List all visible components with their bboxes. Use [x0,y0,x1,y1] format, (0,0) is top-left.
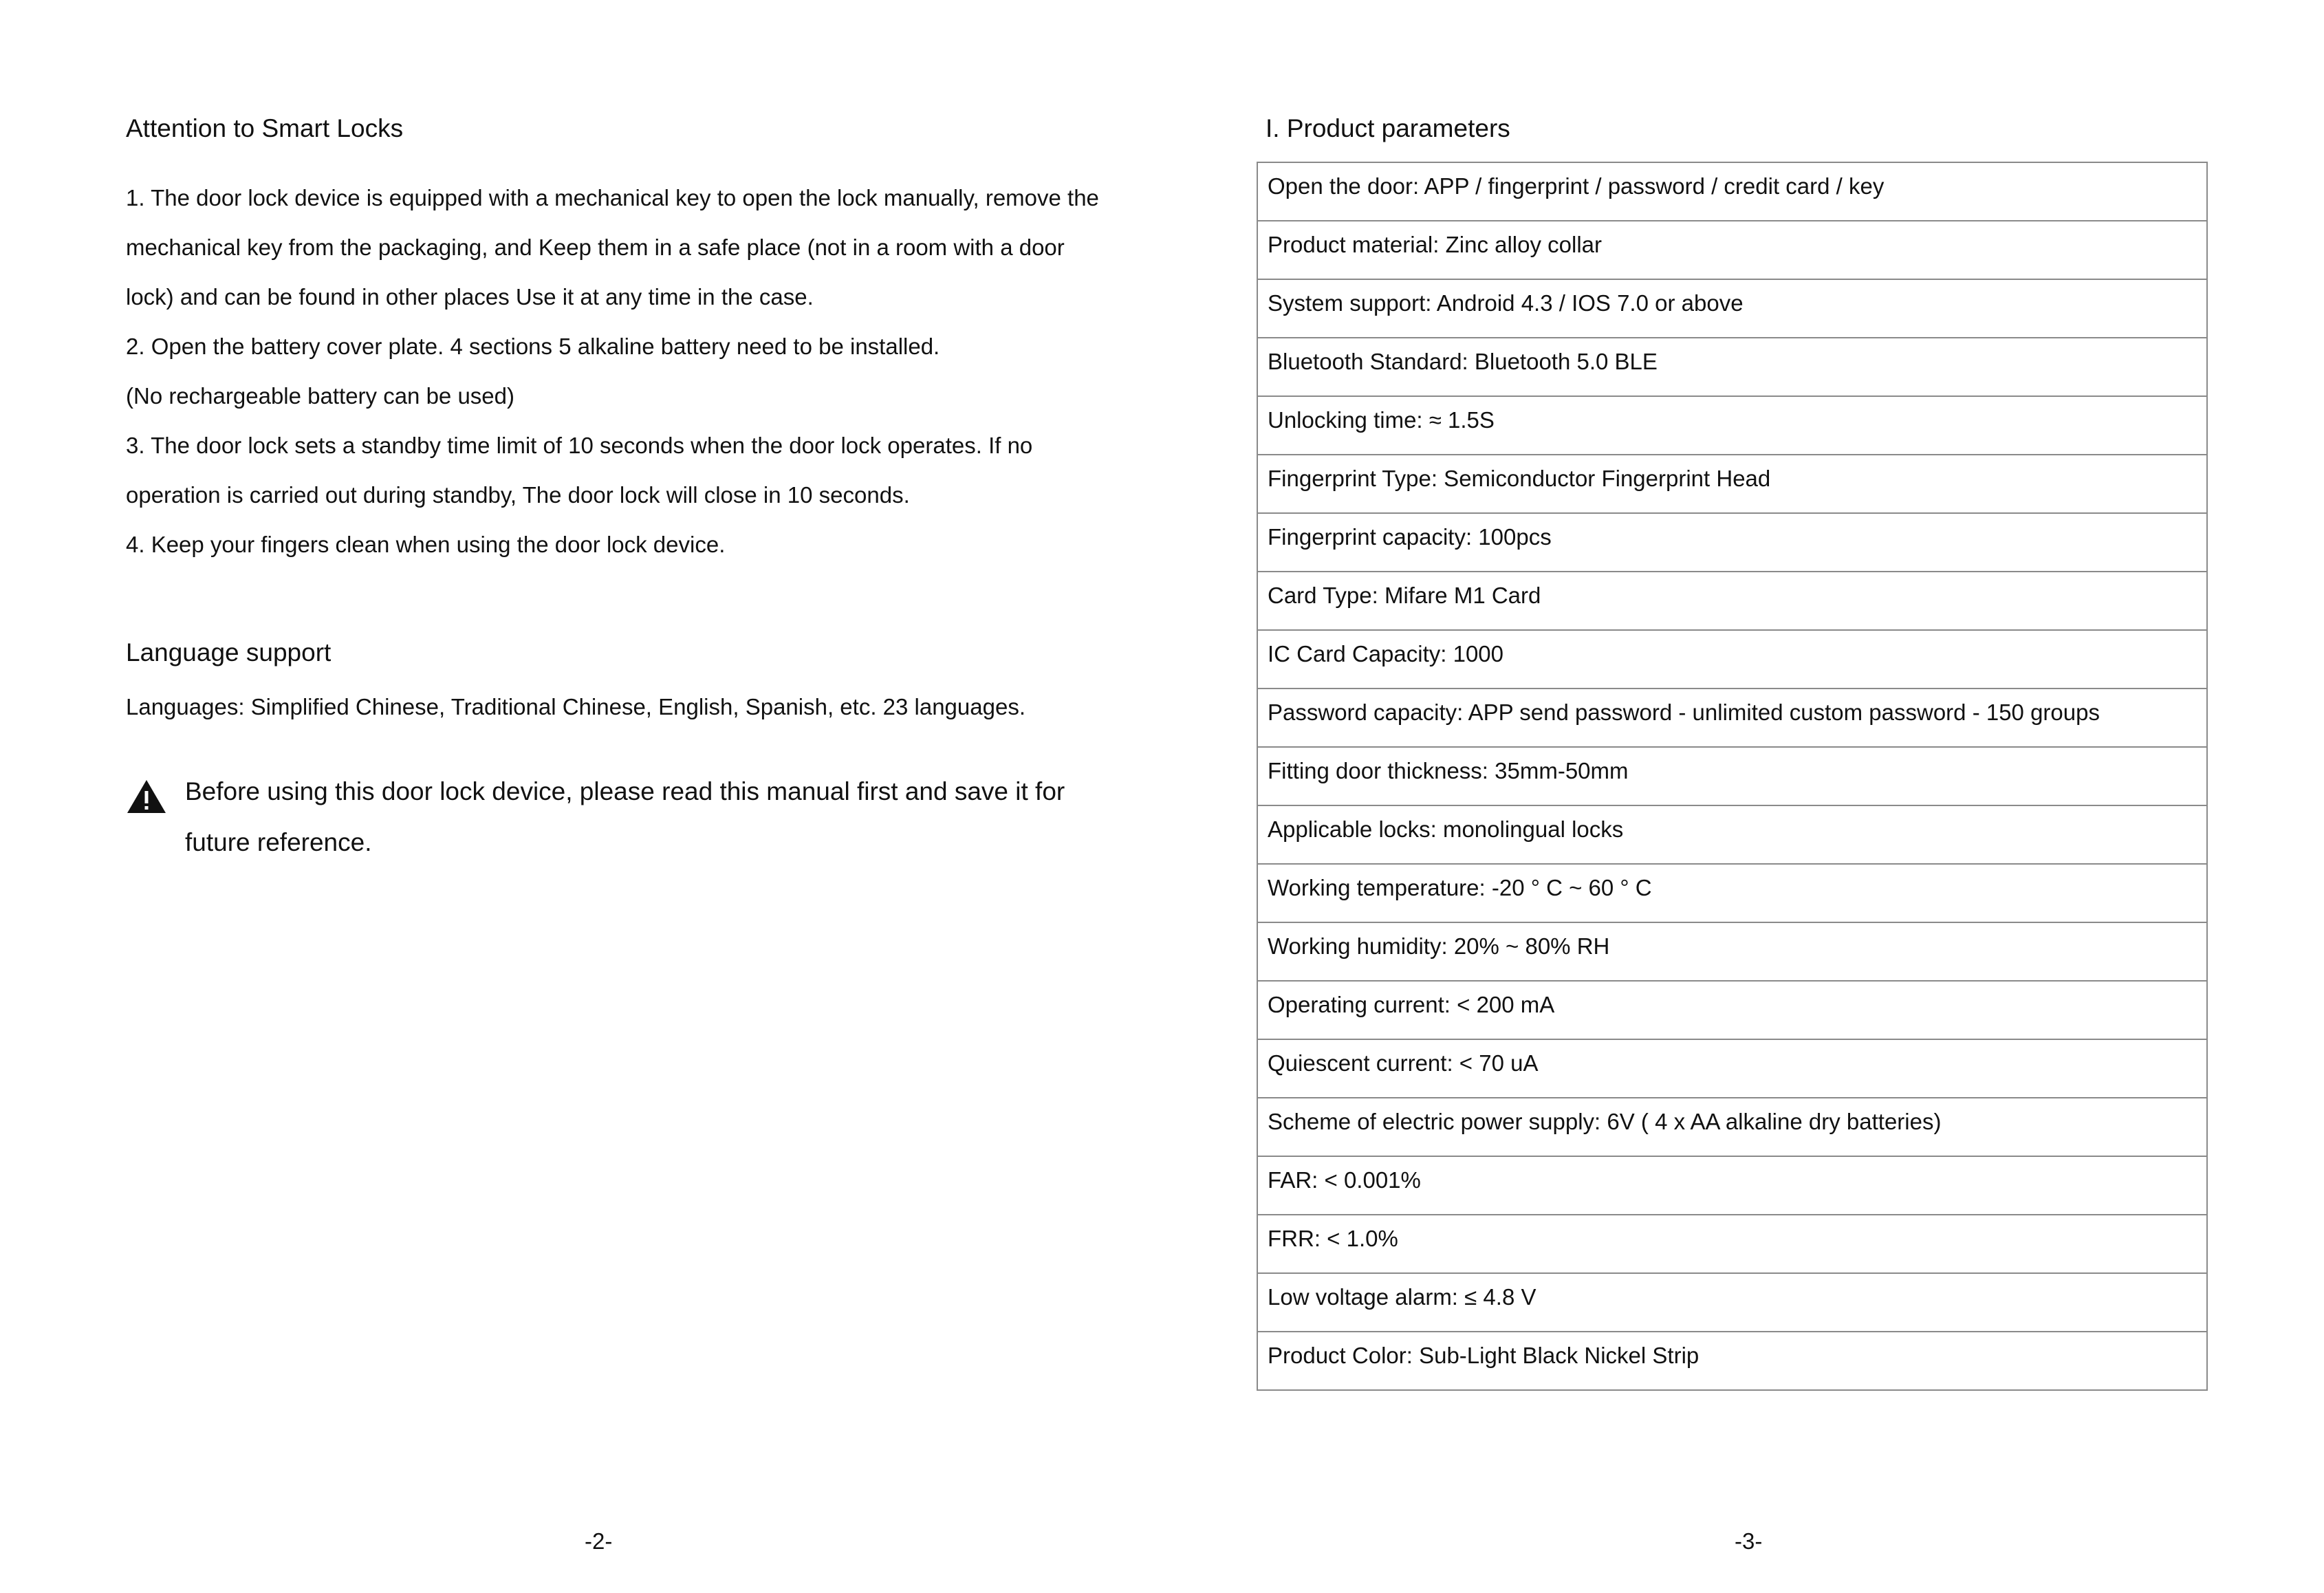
parameter-cell: Card Type: Mifare M1 Card [1257,572,2207,630]
parameter-cell: Working humidity: 20% ~ 80% RH [1257,922,2207,981]
page-number: -2- [585,1528,613,1554]
parameters-heading: I. Product parameters [1266,114,1510,142]
parameter-cell: Operating current: < 200 mA [1257,981,2207,1039]
parameters-table [1257,162,2208,1391]
parameter-cell: Scheme of electric power supply: 6V ( 4 x AA alkaline dry batteries) [1257,1098,2207,1156]
table-row [1257,1098,2207,1156]
table-row [1257,922,2207,981]
table-row [1257,513,2207,572]
parameter-cell: Quiescent current: < 70 uA [1257,1039,2207,1098]
parameter-cell: Working temperature: -20 ° C ~ 60 ° C [1257,864,2207,922]
parameter-cell: Product material: Zinc alloy collar [1257,221,2207,279]
parameter-cell: IC Card Capacity: 1000 [1257,630,2207,689]
parameter-cell: Product Color: Sub-Light Black Nickel Strip [1257,1332,2207,1390]
parameter-cell: FAR: < 0.001% [1257,1156,2207,1215]
table-row [1257,805,2207,864]
parameter-cell: FRR: < 1.0% [1257,1215,2207,1273]
table-row [1257,455,2207,513]
attention-item: 1. The door lock device is equipped with a mechanical key to open the lock manually, remove the mechanical key from the packaging, and Keep them in a safe place (not in a room with a door lock) and can be found in other places Use it at any time in the case. [126,185,1099,310]
attention-item: (No rechargeable battery can be used) [126,383,514,409]
attention-item: 3. The door lock sets a standby time limit of 10 seconds when the door lock operates. If no operation is carried out during standby, The door lock will close in 10 seconds. [126,433,1033,508]
attention-item: 2. Open the battery cover plate. 4 sections 5 alkaline battery need to be installed. [126,334,940,359]
parameter-cell: Low voltage alarm: ≤ 4.8 V [1257,1273,2207,1332]
parameter-cell: Unlocking time: ≈ 1.5S [1257,396,2207,455]
parameter-cell: Applicable locks: monolingual locks [1257,805,2207,864]
table-row [1257,630,2207,689]
table-row [1257,396,2207,455]
page-number: -3- [1735,1528,1763,1554]
warning-text: Before using this door lock device, please read this manual first and save it for future reference. [185,777,1065,856]
table-row [1257,162,2207,221]
parameter-cell: Fitting door thickness: 35mm-50mm [1257,747,2207,805]
parameter-cell: Fingerprint Type: Semiconductor Fingerprint Head [1257,455,2207,513]
table-row [1257,1039,2207,1098]
manual-page-right [1162,0,2324,1593]
attention-list [126,173,1103,570]
parameter-cell: Bluetooth Standard: Bluetooth 5.0 BLE [1257,338,2207,396]
table-row [1257,572,2207,630]
table-row [1257,221,2207,279]
attention-item: 4. Keep your fingers clean when using the door lock device. [126,532,726,557]
table-row [1257,1156,2207,1215]
warning-triangle-icon [126,779,167,814]
table-row [1257,981,2207,1039]
attention-heading: Attention to Smart Locks [126,114,404,142]
parameter-cell: System support: Android 4.3 / IOS 7.0 or above [1257,279,2207,338]
table-row [1257,689,2207,747]
language-text: Languages: Simplified Chinese, Traditional Chinese, English, Spanish, etc. 23 languages. [126,694,1025,719]
table-row [1257,279,2207,338]
table-row [1257,1215,2207,1273]
language-heading: Language support [126,638,332,667]
table-row [1257,747,2207,805]
parameter-cell: Fingerprint capacity: 100pcs [1257,513,2207,572]
table-row [1257,1332,2207,1390]
table-row [1257,1273,2207,1332]
parameter-cell: Open the door: APP / fingerprint / password / credit card / key [1257,162,2207,221]
parameter-cell: Password capacity: APP send password - unlimited custom password - 150 groups [1257,689,2207,747]
table-row [1257,338,2207,396]
table-row [1257,864,2207,922]
